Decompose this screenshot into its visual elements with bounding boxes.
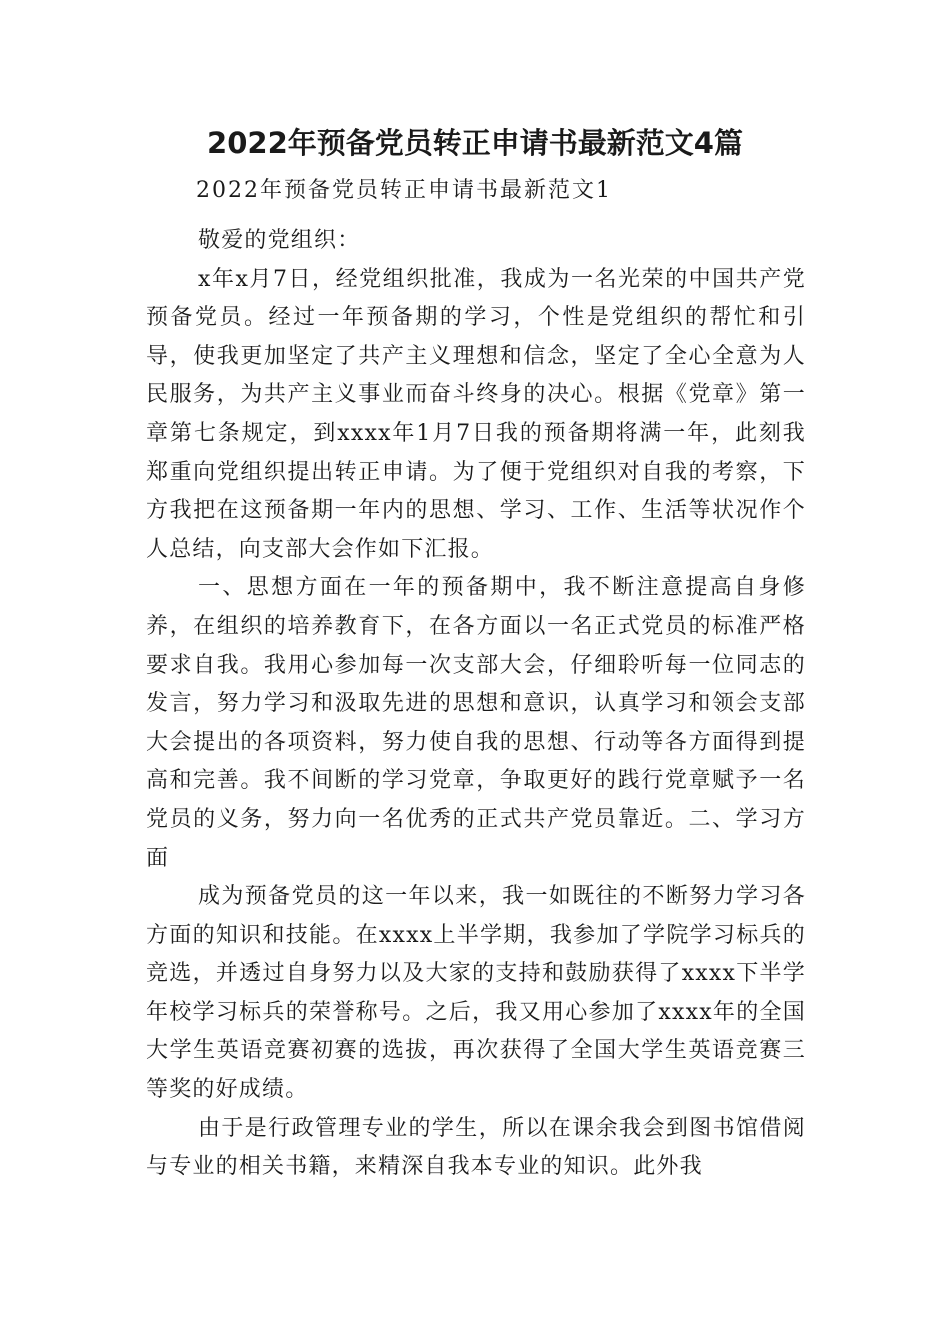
greeting-line: 敬爱的党组织： [198,228,361,253]
document-title: 2022年预备党员转正申请书最新范文4篇 [207,126,743,160]
paragraph-thought: 一、思想方面在一年的预备期中，我不断注意提高自身修养，在组织的培养教育下，在各方面以一名正式党员的标准严格要求自我。我用心参加每一次支部大会，仔细聆听每一位同志的发言，努力学习和汲取先进的思想和意识，认真学习和领会支部大会提出的各项资料，努力使自我的思想、行动等各方面得到提高和完善。我不间断的学习党章，争取更好的践行党章赋予一名党员的义务，努力向一名优秀的正式共产党员靠近。二、学习方面 [146,575,806,871]
document-subtitle: 2022年预备党员转正申请书最新范文1 [196,178,612,203]
document-body [146,222,806,1187]
paragraph-major: 由于是行政管理专业的学生，所以在课余我会到图书馆借阅与专业的相关书籍，来精深自我本专业的知识。此外我 [146,1115,806,1180]
paragraph-study: 成为预备党员的这一年以来，我一如既往的不断努力学习各方面的知识和技能。在xxxx上半学期，我参加了学院学习标兵的竞选，并透过自身努力以及大家的支持和鼓励获得了xxxx下半学年校学习标兵的荣誉称号。之后，我又用心参加了xxxx年的全国大学生英语竞赛初赛的选拔，再次获得了全国大学生英语竞赛三等奖的好成绩。 [146,884,806,1103]
paragraph-intro: x年x月7日，经党组织批准，我成为一名光荣的中国共产党预备党员。经过一年预备期的学习，个性是党组织的帮忙和引导，使我更加坚定了共产主义理想和信念，坚定了全心全意为人民服务，为共产主义事业而奋斗终身的决心。根据《党章》第一章第七条规定，到xxxx年1月7日我的预备期将满一年，此刻我郑重向党组织提出转正申请。为了便于党组织对自我的考察，下方我把在这预备期一年内的思想、学习、工作、生活等状况作个人总结，向支部大会作如下汇报。 [146,266,806,562]
